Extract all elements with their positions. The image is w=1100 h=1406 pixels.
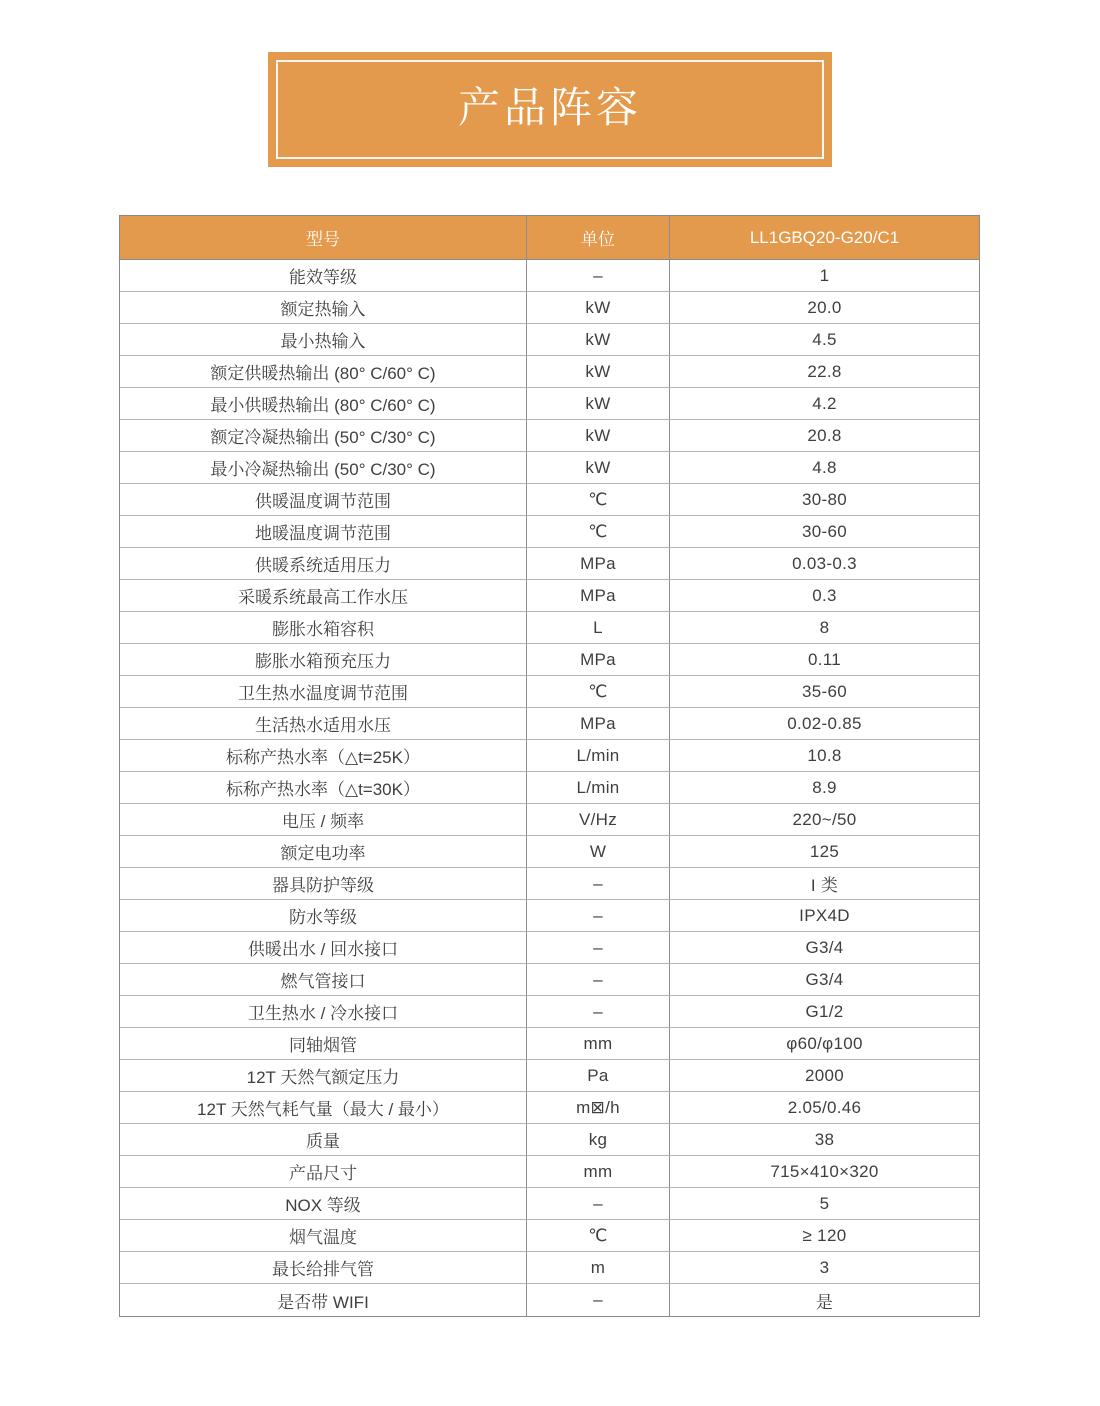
spec-name: 最小热输入	[120, 324, 526, 356]
table-row	[120, 996, 979, 1028]
spec-unit: Pa	[526, 1060, 669, 1092]
spec-unit: –	[526, 1284, 669, 1316]
spec-unit: MPa	[526, 644, 669, 676]
spec-value: 2000	[669, 1060, 979, 1092]
spec-unit: –	[526, 900, 669, 932]
table-row	[120, 452, 979, 484]
spec-value: 30-80	[669, 484, 979, 516]
spec-value: 4.5	[669, 324, 979, 356]
table-row	[120, 740, 979, 772]
spec-value: 125	[669, 836, 979, 868]
table-row	[120, 1156, 979, 1188]
spec-unit: MPa	[526, 548, 669, 580]
spec-name: 卫生热水 / 冷水接口	[120, 996, 526, 1028]
spec-name: 膨胀水箱容积	[120, 612, 526, 644]
spec-unit: –	[526, 996, 669, 1028]
spec-name: 同轴烟管	[120, 1028, 526, 1060]
spec-name: 最小冷凝热输出 (50° C/30° C)	[120, 452, 526, 484]
table-row	[120, 676, 979, 708]
spec-unit: MPa	[526, 708, 669, 740]
table-row	[120, 1188, 979, 1220]
spec-value: 0.3	[669, 580, 979, 612]
page-title: 产品阵容	[457, 83, 642, 131]
spec-unit: V/Hz	[526, 804, 669, 836]
spec-unit: –	[526, 260, 669, 292]
spec-name: 最长给排气管	[120, 1252, 526, 1284]
table-row	[120, 1060, 979, 1092]
spec-name: 是否带 WIFI	[120, 1284, 526, 1316]
spec-unit: m⊠/h	[526, 1092, 669, 1124]
table-row	[120, 516, 979, 548]
spec-name: 供暖出水 / 回水接口	[120, 932, 526, 964]
spec-value: I 类	[669, 868, 979, 900]
spec-unit: mm	[526, 1156, 669, 1188]
spec-name: 生活热水适用水压	[120, 708, 526, 740]
spec-value: G1/2	[669, 996, 979, 1028]
spec-unit: L	[526, 612, 669, 644]
table-row	[120, 388, 979, 420]
spec-value: 1	[669, 260, 979, 292]
spec-value: 是	[669, 1284, 979, 1316]
spec-value: 8	[669, 612, 979, 644]
spec-unit: kW	[526, 452, 669, 484]
spec-unit: mm	[526, 1028, 669, 1060]
spec-unit: ℃	[526, 676, 669, 708]
spec-unit: –	[526, 932, 669, 964]
table-header-row	[120, 216, 979, 260]
table-row	[120, 836, 979, 868]
spec-unit: ℃	[526, 484, 669, 516]
spec-value: 20.8	[669, 420, 979, 452]
spec-value: G3/4	[669, 964, 979, 996]
table-row	[120, 900, 979, 932]
spec-unit: ℃	[526, 516, 669, 548]
spec-name: 质量	[120, 1124, 526, 1156]
column-header-unit: 单位	[526, 216, 669, 260]
spec-name: 卫生热水温度调节范围	[120, 676, 526, 708]
table-row	[120, 708, 979, 740]
table-row	[120, 260, 979, 292]
table-row	[120, 612, 979, 644]
table-row	[120, 1220, 979, 1252]
spec-unit: kW	[526, 292, 669, 324]
table-row	[120, 484, 979, 516]
spec-name: 膨胀水箱预充压力	[120, 644, 526, 676]
spec-value: 4.8	[669, 452, 979, 484]
spec-value: 10.8	[669, 740, 979, 772]
spec-value: 5	[669, 1188, 979, 1220]
spec-unit: L/min	[526, 740, 669, 772]
spec-name: 最小供暖热输出 (80° C/60° C)	[120, 388, 526, 420]
spec-unit: kW	[526, 420, 669, 452]
spec-value: IPX4D	[669, 900, 979, 932]
spec-value: ≥ 120	[669, 1220, 979, 1252]
spec-unit: m	[526, 1252, 669, 1284]
table-row	[120, 1092, 979, 1124]
spec-name: 标称产热水率（△t=25K）	[120, 740, 526, 772]
spec-value: 30-60	[669, 516, 979, 548]
table-row	[120, 1252, 979, 1284]
spec-value: 35-60	[669, 676, 979, 708]
column-header-model: 型号	[120, 216, 526, 260]
table-row	[120, 580, 979, 612]
product-spec-table	[119, 215, 980, 1317]
spec-unit: –	[526, 964, 669, 996]
spec-value: 8.9	[669, 772, 979, 804]
table-row	[120, 804, 979, 836]
spec-name: 标称产热水率（△t=30K）	[120, 772, 526, 804]
table-row	[120, 932, 979, 964]
spec-value: φ60/φ100	[669, 1028, 979, 1060]
spec-unit: kW	[526, 388, 669, 420]
spec-value: 38	[669, 1124, 979, 1156]
spec-unit: L/min	[526, 772, 669, 804]
spec-name: 12T 天然气额定压力	[120, 1060, 526, 1092]
table-row	[120, 420, 979, 452]
title-banner	[268, 52, 832, 167]
spec-value: 0.03-0.3	[669, 548, 979, 580]
spec-value: 220~/50	[669, 804, 979, 836]
spec-name: 额定冷凝热输出 (50° C/30° C)	[120, 420, 526, 452]
spec-unit: W	[526, 836, 669, 868]
spec-unit: kW	[526, 324, 669, 356]
table-row	[120, 324, 979, 356]
spec-name: 器具防护等级	[120, 868, 526, 900]
table-row	[120, 548, 979, 580]
spec-name: 额定热输入	[120, 292, 526, 324]
spec-value: 715×410×320	[669, 1156, 979, 1188]
spec-name: 产品尺寸	[120, 1156, 526, 1188]
spec-unit: –	[526, 868, 669, 900]
spec-name: 供暖系统适用压力	[120, 548, 526, 580]
spec-unit: kg	[526, 1124, 669, 1156]
spec-unit: –	[526, 1188, 669, 1220]
spec-name: 电压 / 频率	[120, 804, 526, 836]
spec-value: 22.8	[669, 356, 979, 388]
spec-name: 防水等级	[120, 900, 526, 932]
spec-name: NOX 等级	[120, 1188, 526, 1220]
spec-value: 4.2	[669, 388, 979, 420]
spec-name: 地暖温度调节范围	[120, 516, 526, 548]
spec-name: 能效等级	[120, 260, 526, 292]
spec-value: 0.02-0.85	[669, 708, 979, 740]
spec-name: 额定电功率	[120, 836, 526, 868]
table-row	[120, 292, 979, 324]
spec-unit: MPa	[526, 580, 669, 612]
spec-name: 烟气温度	[120, 1220, 526, 1252]
spec-value: 2.05/0.46	[669, 1092, 979, 1124]
table-row	[120, 1124, 979, 1156]
table-row	[120, 772, 979, 804]
spec-name: 12T 天然气耗气量（最大 / 最小）	[120, 1092, 526, 1124]
table-row	[120, 644, 979, 676]
table-row	[120, 868, 979, 900]
spec-value: 3	[669, 1252, 979, 1284]
spec-value: 20.0	[669, 292, 979, 324]
spec-value: G3/4	[669, 932, 979, 964]
spec-name: 额定供暖热输出 (80° C/60° C)	[120, 356, 526, 388]
table-row	[120, 964, 979, 996]
table-row	[120, 356, 979, 388]
table-row	[120, 1284, 979, 1316]
spec-name: 供暖温度调节范围	[120, 484, 526, 516]
spec-name: 燃气管接口	[120, 964, 526, 996]
spec-unit: kW	[526, 356, 669, 388]
spec-name: 采暖系统最高工作水压	[120, 580, 526, 612]
spec-unit: ℃	[526, 1220, 669, 1252]
column-header-model-value: LL1GBQ20-G20/C1	[669, 216, 979, 260]
table-row	[120, 1028, 979, 1060]
spec-value: 0.11	[669, 644, 979, 676]
